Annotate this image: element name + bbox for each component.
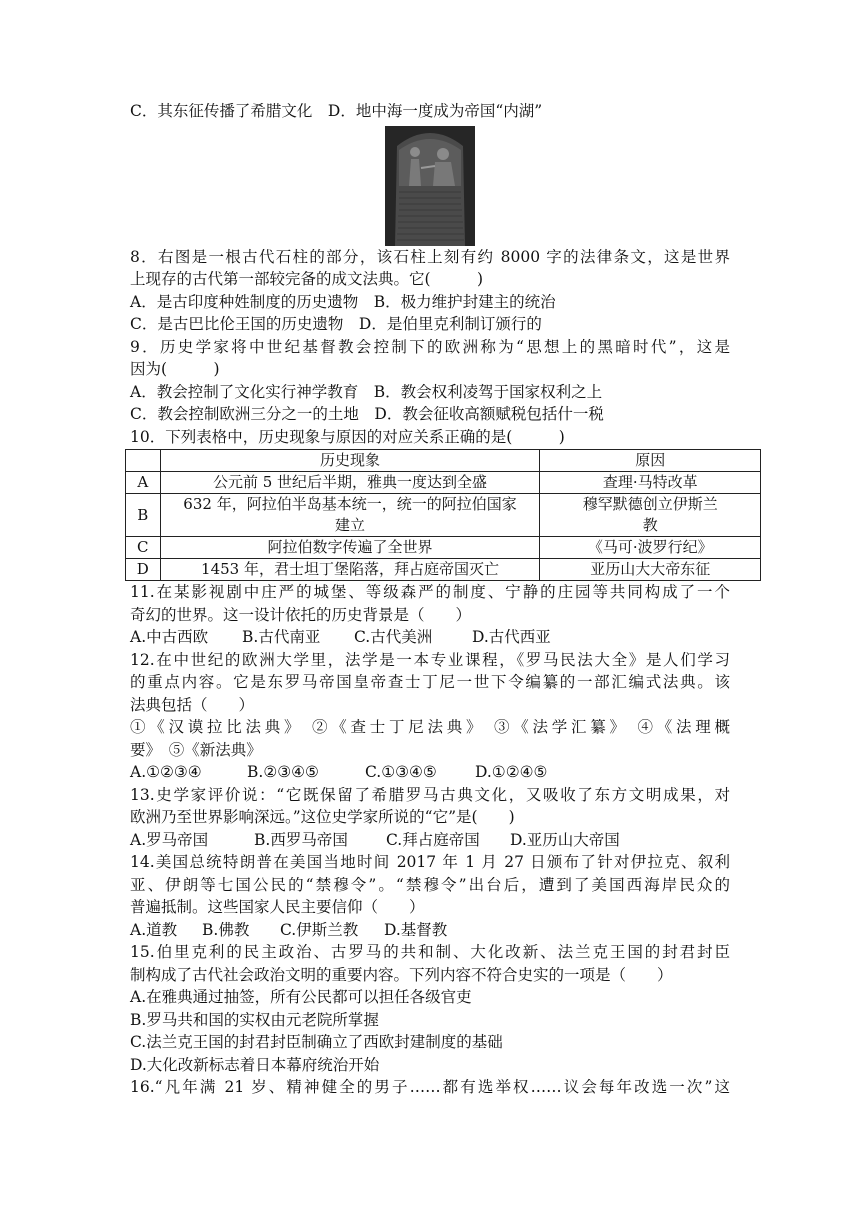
q11-option-a: A.中古西欧 [130,628,209,646]
q14-stem-3: 普遍抵制。这些国家人民主要信仰（ ） [130,898,425,916]
q15-option-a: A.在雅典通过抽签，所有公民都可以担任各级官吏 [130,988,472,1006]
q14-option-d: D.基督教 [384,920,448,939]
row-phenomenon-line: 建立 [335,516,366,534]
q9-option-d: D．教会征收高额赋税包括什一税 [374,405,604,423]
q14-stem-2: 亚、伊朗等七国公民的“禁穆令”。“禁穆令”出台后，遭到了美国西海岸民众的 [130,875,730,894]
table-header-cell: 历史现象 [160,450,540,472]
row-key: A [126,472,161,494]
q12-items-2 [130,739,730,762]
q15-stem-1: 15.伯里克利的民主政治、古罗马的共和制、大化改新、法兰克王国的封君封臣 [130,943,730,961]
q14-option-a: A.道教 [130,920,178,939]
q8-option-a: A．是古印度种姓制度的历史遗物 [130,292,359,311]
q15-option-c: C.法兰克王国的封君封臣制确立了西欧封建制度的基础 [130,1033,503,1051]
q12-option-a: A.①②③④ [130,763,202,781]
row-key: B [126,494,161,537]
q12-item-4: ④《法理概 [637,718,730,736]
q12-stem-1: 12.在中世纪的欧洲大学里，法学是一本专业课程，《罗马民法大全》是人们学习 [130,650,730,669]
q8-option-c: C．是古巴比伦王国的历史遗物 [130,315,344,333]
q16-stem-1: 16.“凡年满 21 岁、精神健全的男子……都有选举权……议会每年改选一次”这 [130,1078,730,1096]
q9-options-1 [130,381,730,404]
q12-item-5: ⑤《新法典》 [168,740,262,759]
row-key: C [126,537,161,559]
q9-stem-2: 因为( ) [130,360,220,378]
q13-option-c: C.拜占庭帝国 [386,830,480,849]
q15-option-d: D.大化改新标志着日本幕府统治开始 [130,1055,380,1074]
q8-stem-1: 8．右图是一根古代石柱的部分，该石柱上刻有约 8000 字的法律条文，这是世界 [130,247,730,266]
row-phenomenon: 1453 年，君士坦丁堡陷落，拜占庭帝国灭亡 [160,559,540,581]
q12-option-d: D.①②④⑤ [475,763,548,781]
q8-options-2 [130,313,730,336]
q12-options [130,761,730,784]
q8-stem-2: 上现存的古代第一部较完备的成文法典。它( ) [130,270,484,288]
table-header-cell: 原因 [540,450,761,472]
row-phenomenon [160,494,540,537]
q12-option-b: B.②③④⑤ [247,763,319,781]
q13-stem-1: 13.史学家评价说：“它既保留了希腊罗马古典文化，又吸收了东方文明成果，对 [130,785,730,804]
q14-stem-1: 14.美国总统特朗普在美国当地时间 2017 年 1 月 27 日颁布了针对伊拉克、叙利 [130,853,730,871]
q11-stem-1: 11.在某影视剧中庄严的城堡、等级森严的制度、宁静的庄园等共同构成了一个 [130,583,730,601]
q10-stem: 10．下列表格中，历史现象与原因的对应关系正确的是( ) [130,427,565,446]
q12-item-3: ③《法学汇纂》 [493,718,629,736]
table-header-row [126,450,761,472]
row-cause [540,494,761,537]
row-phenomenon: 阿拉伯数字传遍了全世界 [160,537,540,559]
q12-stem-3: 法典包括（ ） [130,695,255,714]
q14-options [130,919,730,942]
q12-item-2: ②《查士丁尼法典》 [311,718,486,736]
stele-photo [385,126,475,246]
table-row [126,472,761,494]
row-cause-line: 教 [642,516,658,534]
q9-option-b: B．教会权利凌驾于国家权利之上 [373,382,603,401]
row-phenomenon: 公元前 5 世纪后半期，雅典一度达到全盛 [160,472,540,494]
q13-options [130,829,730,852]
q13-option-b: B.西罗马帝国 [254,830,348,849]
q12-option-c: C.①③④⑤ [365,763,437,781]
q11-stem-2: 奇幻的世界。这一设计依托的历史背景是（ ） [130,605,472,624]
q12-item-4-cont: 要》 [130,740,154,759]
row-cause: 查理·马特改革 [540,472,761,494]
q13-stem-2: 欧洲乃至世界影响深远。”这位史学家所说的“它”是( ) [130,808,515,826]
q13-option-d: D.亚历山大帝国 [510,830,620,849]
q7-options [130,100,730,123]
q15-stem-2: 制构成了古代社会政治文明的重要内容。下列内容不符合史实的一项是（ ） [130,965,673,984]
stele-image [385,126,475,246]
table-header-cell [126,450,161,472]
q9-options-2 [130,403,730,426]
row-phenomenon-line: 632 年，阿拉伯半岛基本统一，统一的阿拉伯国家 [183,495,517,513]
q9-stem-1: 9．历史学家将中世纪基督教会控制下的欧洲称为“思想上的黑暗时代”，这是 [130,337,730,356]
q8-options-1 [130,291,730,314]
q14-option-b: B.佛教 [202,920,250,939]
q7-option-c: C．其东征传播了希腊文化 [130,102,313,120]
q12-stem-2: 的重点内容。它是东罗马帝国皇帝查士丁尼一世下令编纂的一部汇编式法典。该 [130,673,730,691]
q14-option-c: C.伊斯兰教 [280,920,359,939]
q12-item-1: ①《汉谟拉比法典》 [130,718,304,736]
q10-table [125,449,761,581]
q11-option-d: D.古代西亚 [472,628,551,646]
table-row [126,537,761,559]
q9-option-c: C．教会控制欧洲三分之一的土地 [130,405,359,423]
q12-items-1 [130,716,730,739]
q11-option-b: B.古代南亚 [242,628,321,646]
row-cause: 《马可·波罗行纪》 [540,537,761,559]
q11-options [130,626,730,649]
q7-option-d: D．地中海一度成为帝国“内湖” [327,102,543,120]
q9-option-a: A．教会控制了文化实行神学教育 [130,382,359,401]
exam-page [130,100,730,1099]
table-row [126,494,761,537]
q8-option-b: B．极力维护封建主的统治 [373,292,556,311]
row-cause-line: 穆罕默德创立伊斯兰 [582,495,718,513]
row-key: D [126,559,161,581]
q13-option-a: A.罗马帝国 [130,830,209,849]
q11-option-c: C.古代美洲 [354,628,433,646]
q15-option-b: B.罗马共和国的实权由元老院所掌握 [130,1010,379,1029]
table-row [126,559,761,581]
q8-option-d: D．是伯里克利制订颁行的 [358,315,542,333]
row-cause: 亚历山大大帝东征 [540,559,761,581]
